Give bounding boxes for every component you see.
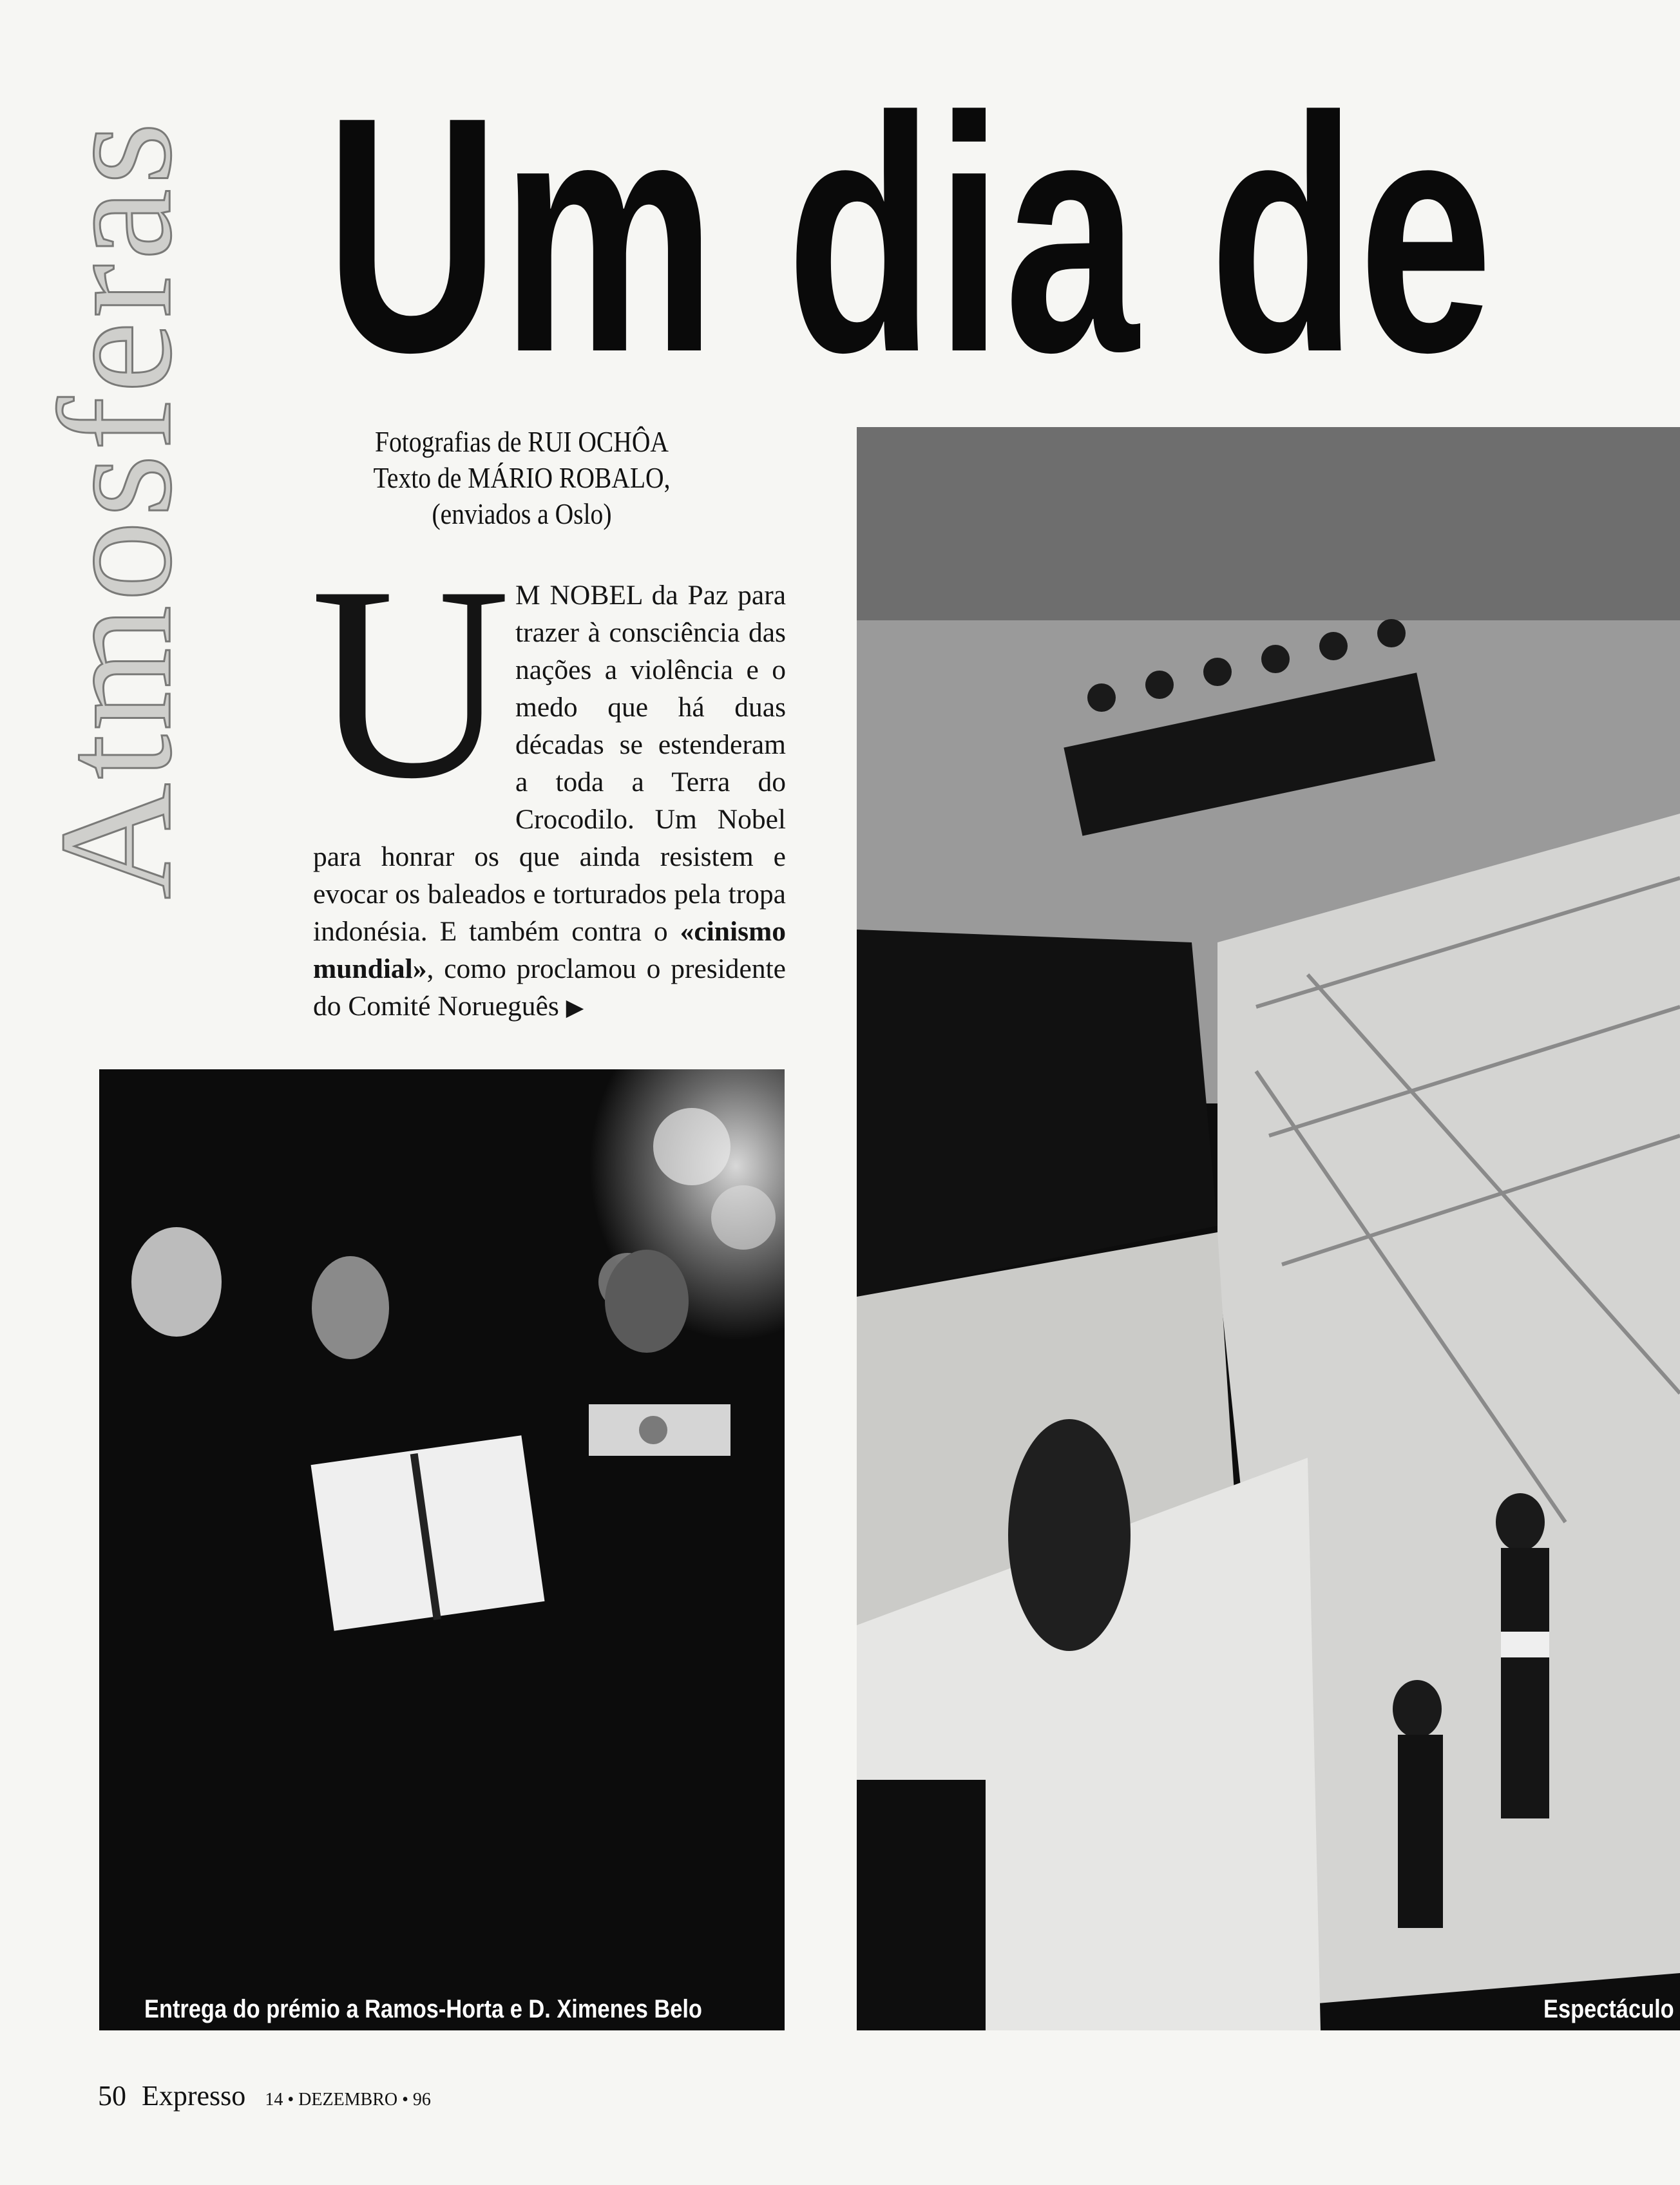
section-label: [26, 90, 205, 928]
intro-text-end: , como proclamou o presidente do Comité Norueguês: [313, 953, 786, 1022]
location-note: (enviados a Oslo): [432, 497, 612, 530]
photo-caption-left: Entrega do prémio a Ramos-Horta e D. Ximenes Belo: [144, 1995, 702, 2023]
photo-award-ceremony: [99, 1069, 785, 2030]
photo-caption-right: Espectáculo: [1543, 1995, 1674, 2023]
magazine-name: Expresso: [142, 2080, 246, 2112]
photo-award-ceremony-image: [99, 1069, 785, 2030]
drop-cap: [310, 530, 511, 836]
intro-text-start: M NOBEL da Paz para trazer à consciência das nações a violência e o medo que há duas décadas se estenderam a toda a Terra do Crocodilo. Um Nobel para honrar os que ainda resistem e evocar os baleados e torturados pela tropa indonésia. E também contra o: [313, 580, 786, 947]
headline: Um dia de: [325, 48, 1495, 422]
page-number: 50: [98, 2080, 126, 2112]
photo-credit: Fotografias de RUI OCHÔA: [375, 425, 669, 458]
page-footer: [98, 2079, 431, 2118]
photo-ceremony-hall-image: [857, 427, 1680, 2030]
credits: [316, 424, 728, 532]
issue-date: 14 • DEZEMBRO • 96: [265, 2090, 431, 2110]
drop-cap-letter: U: [310, 530, 511, 836]
intro-bold-quote: «cinismo mundial»: [313, 916, 786, 984]
text-credit: Texto de MÁRIO ROBALO,: [373, 461, 671, 494]
intro-paragraph: [310, 530, 786, 1026]
section-label-text: Atmosferas: [26, 118, 205, 900]
photo-ceremony-hall: [857, 427, 1680, 2030]
continue-arrow-icon: ▶: [566, 995, 584, 1020]
